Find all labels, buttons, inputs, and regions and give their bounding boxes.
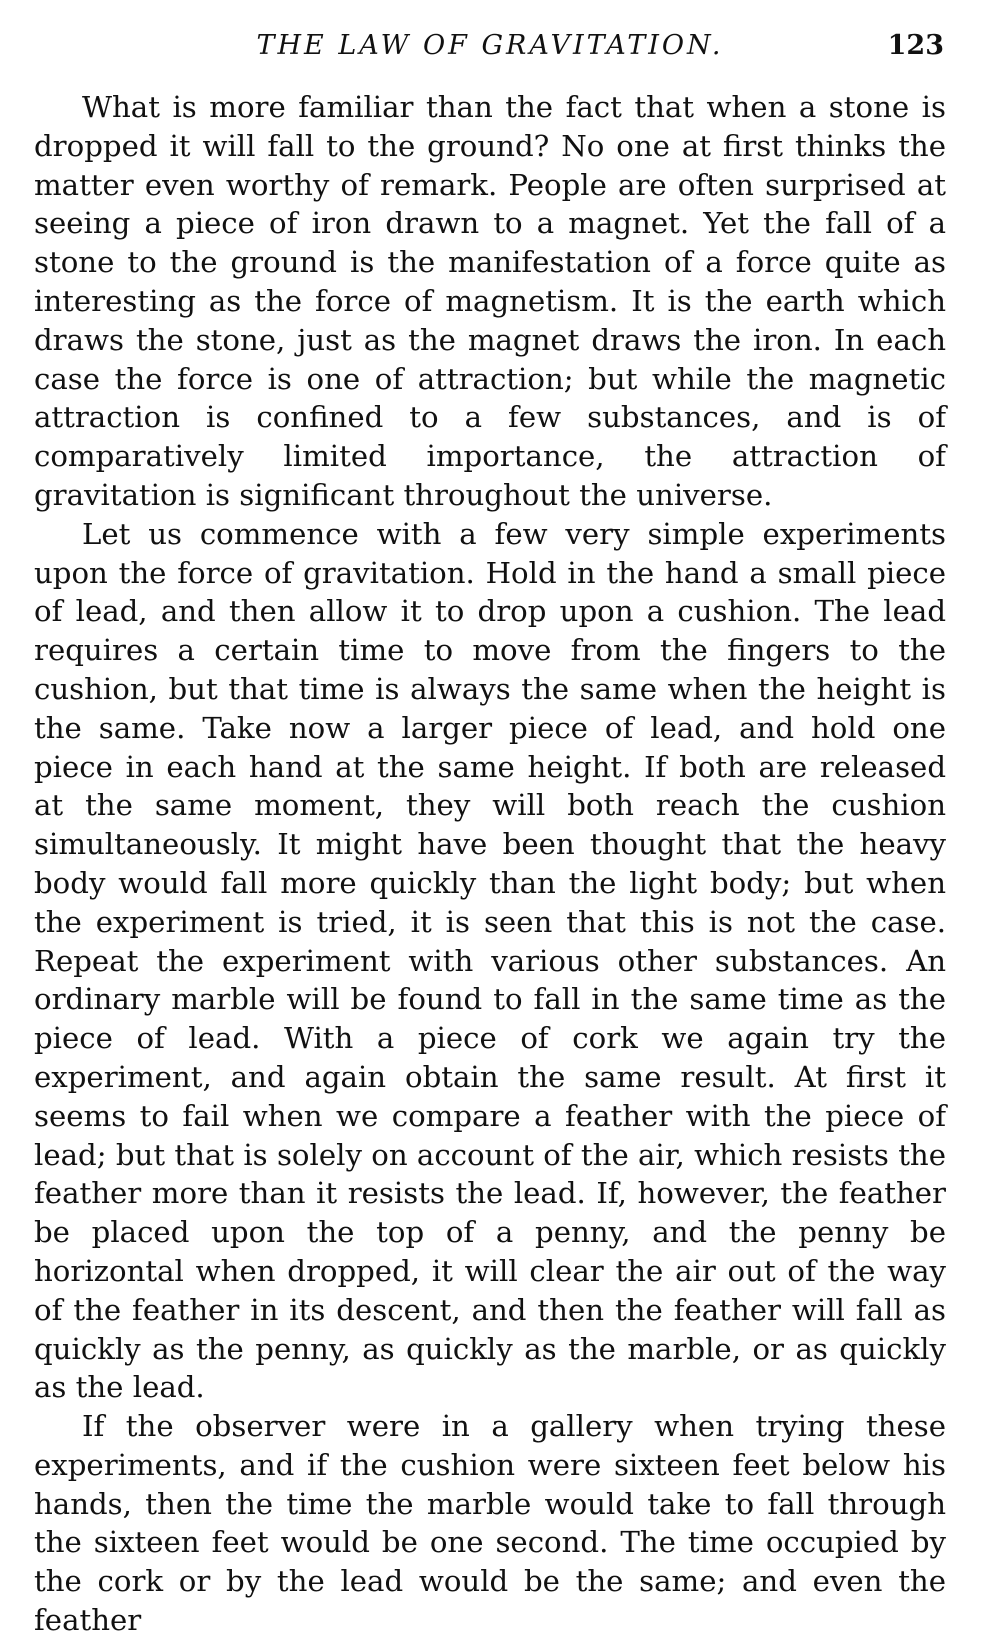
body-text xyxy=(34,88,946,1640)
paragraph-1: What is more familiar than the fact that when a stone is dropped it will fall to the ground? No one at first thinks the matter even worthy of remark. People are often surprised at seeing a piece of iron drawn to a magnet. Yet the fall of a stone to the ground is the manifestation of a force quite as interesting as the force of magnetism. It is the earth which draws the stone, just as the magnet draws the iron. In each case the force is one of attraction; but while the magnetic attraction is confined to a few substances, and is of comparatively limited importance, the attraction of gravitation is significant throughout the universe. xyxy=(34,90,946,512)
paragraph-3: If the observer were in a gallery when trying these experiments, and if the cushion were sixteen feet below his hands, then the time the marble would take to fall through the sixteen feet would be one second. The time occupied by the cork or by the lead would be the same; and even the feather xyxy=(34,1409,946,1638)
page-number: 123 xyxy=(887,30,944,61)
running-title: THE LAW OF GRAVITATION. xyxy=(256,30,724,61)
running-head xyxy=(34,30,946,76)
paragraph-2: Let us commence with a few very simple experiments upon the force of gravitation. Hold in the hand a small piece of lead, and then allow it to drop upon a cushion. The lead requires a certain time to move from the fingers to the cushion, but that time is always the same when the height is the same. Take now a larger piece of lead, and hold one piece in each hand at the same height. If both are released at the same moment, they will both reach the cushion simultaneously. It might have been thought that the heavy body would fall more quickly than the light body; but when the experiment is tried, it is seen that this is not the case. Repeat the experiment with various other substances. An ordinary marble will be found to fall in the same time as the piece of lead. With a piece of cork we again try the experiment, and again obtain the same result. At first it seems to fail when we compare a feather with the piece of lead; but that is solely on account of the air, which resists the feather more than it resists the lead. If, however, the feather be placed upon the top of a penny, and the penny be horizontal when dropped, it will clear the air out of the way of the feather in its descent, and then the feather will fall as quickly as the penny, as quickly as the marble, or as quickly as the lead. xyxy=(34,516,946,1405)
book-page xyxy=(34,30,946,1640)
